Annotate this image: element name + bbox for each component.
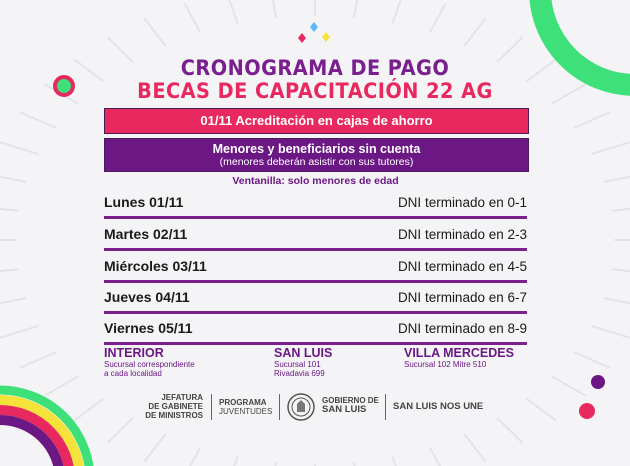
seal-icon xyxy=(286,392,316,422)
gobierno-line: SAN LUIS xyxy=(322,404,367,415)
location-villa-mercedes xyxy=(404,346,514,369)
background-ray xyxy=(271,0,276,17)
schedule-day: Martes 02/11 xyxy=(104,226,188,242)
background-ray xyxy=(430,4,445,32)
background-ray xyxy=(430,448,445,466)
location-line: a cada localidad xyxy=(104,369,162,378)
divider xyxy=(385,394,386,420)
location-name: INTERIOR xyxy=(104,346,164,360)
background-ray xyxy=(592,142,629,153)
background-ray xyxy=(465,435,485,461)
background-ray xyxy=(605,298,630,306)
slogan-logo xyxy=(393,390,493,436)
location-san-luis xyxy=(274,346,332,378)
background-ray xyxy=(605,174,630,182)
title-line-2: BECAS DE CAPACITACIÓN 22 AG xyxy=(137,79,493,103)
window-note: Ventanilla: solo menores de edad xyxy=(232,175,399,187)
ring-decoration-bottom-left xyxy=(0,370,110,466)
background-ray xyxy=(0,298,25,306)
jefatura-line: JEFATURA xyxy=(161,393,203,402)
background-ray xyxy=(21,113,56,128)
programa-line: JUVENTUDES xyxy=(219,407,273,416)
schedule-dni: DNI terminado en 2-3 xyxy=(397,227,527,242)
programa-logo xyxy=(219,390,277,432)
jefatura-line: DE GABINETE xyxy=(148,402,203,411)
background-ray xyxy=(185,4,200,32)
location-name: VILLA MERCEDES xyxy=(404,346,514,360)
background-ray xyxy=(0,174,25,182)
dot-icon xyxy=(576,400,598,422)
schedule-dni: DNI terminado en 4-5 xyxy=(397,259,527,274)
location-line: Sucursal correspondiente xyxy=(104,360,195,369)
background-ray xyxy=(354,0,359,17)
schedule-dni: DNI terminado en 6-7 xyxy=(397,290,527,305)
background-ray xyxy=(0,269,18,273)
schedule-row xyxy=(104,218,527,251)
background-ray xyxy=(185,448,200,466)
background-ray xyxy=(393,457,403,466)
sparkle-icon xyxy=(294,20,334,50)
schedule-day: Jueves 04/11 xyxy=(104,289,190,305)
dot-icon xyxy=(588,372,608,392)
schedule-day: Viernes 05/11 xyxy=(104,320,193,336)
divider xyxy=(211,394,212,420)
background-ray xyxy=(498,419,522,443)
background-ray xyxy=(145,19,165,45)
gobierno-line: GOBIERNO DE xyxy=(322,396,379,405)
background-ray xyxy=(393,0,403,23)
background-ray xyxy=(527,399,555,420)
schedule-dni: DNI terminado en 0-1 xyxy=(397,195,527,210)
background-ray xyxy=(1,326,38,337)
schedule-row xyxy=(104,186,527,219)
schedule-dni: DNI terminado en 8-9 xyxy=(397,321,527,336)
programa-line: PROGRAMA xyxy=(219,398,267,407)
background-ray xyxy=(1,142,38,153)
location-line: Sucursal 101 xyxy=(274,360,321,369)
footer-logos xyxy=(145,390,490,424)
schedule-row xyxy=(104,250,527,283)
background-ray xyxy=(553,377,585,395)
background-ray xyxy=(227,457,237,466)
background-ray xyxy=(227,0,237,23)
minors-banner xyxy=(104,138,529,172)
location-interior xyxy=(104,346,195,378)
location-name: SAN LUIS xyxy=(274,346,333,360)
slogan: SAN LUIS NOS UNE xyxy=(393,401,484,412)
background-ray xyxy=(465,19,485,45)
background-ray xyxy=(592,326,629,337)
background-ray xyxy=(145,435,165,461)
background-ray xyxy=(0,207,18,211)
background-ray xyxy=(575,353,610,368)
location-line: Sucursal 102 Mitre 510 xyxy=(404,360,487,369)
minors-title: Menores y beneficiarios sin cuenta xyxy=(212,142,421,156)
background-ray xyxy=(108,419,132,443)
accreditation-banner: 01/11 Acreditación en cajas de ahorro xyxy=(104,108,529,134)
minors-subtitle: (menores deberán asistir con sus tutores) xyxy=(219,156,414,168)
schedule-row xyxy=(104,312,527,345)
schedule-row xyxy=(104,281,527,314)
location-line: Rivadavia 699 xyxy=(274,369,325,378)
gobierno-logo xyxy=(322,390,384,430)
background-ray xyxy=(21,353,56,368)
background-ray xyxy=(612,269,630,273)
jefatura-line: DE MINISTROS xyxy=(145,411,203,420)
title-line-1: CRONOGRAMA DE PAGO xyxy=(180,56,450,80)
background-ray xyxy=(612,207,630,211)
divider xyxy=(279,394,280,420)
schedule-day: Miércoles 03/11 xyxy=(104,258,207,274)
schedule-day: Lunes 01/11 xyxy=(104,194,184,210)
jefatura-logo xyxy=(145,390,203,427)
